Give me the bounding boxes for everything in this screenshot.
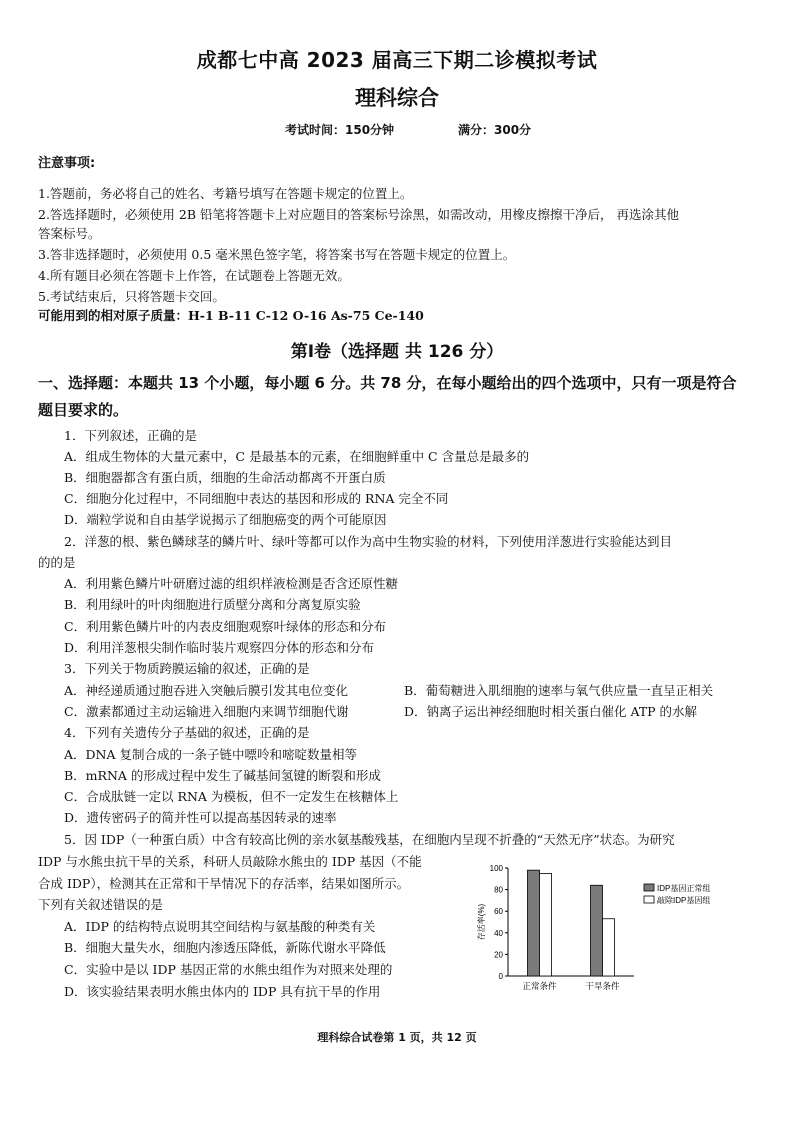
y-tick-label: 40	[494, 928, 503, 938]
survival-rate-chart	[468, 858, 764, 998]
y-tick-label: 0	[498, 972, 503, 981]
exam-title: 成都七中高 2023 届高三下期二诊模拟考试	[196, 48, 598, 72]
question-4-option-a: A．DNA 复制合成的一条子链中嘌呤和嘧啶数量相等	[64, 747, 357, 762]
section-instruction: 题目要求的。	[38, 401, 129, 419]
question-2-stem: 2．洋葱的根、紫色鳞球茎的鳞片叶、绿叶等都可以作为高中生物实验的材料，下列使用洋葱进行实验能达到目	[64, 534, 672, 549]
question-1-option-d: D．端粒学说和自由基学说揭示了细胞癌变的两个可能原因	[64, 512, 387, 527]
notice-item: 2.答选择题时，必须使用 2B 铅笔将答题卡上对应题目的答案标号涂黑，如需改动，用橡皮擦擦干净后， 再选涂其他	[38, 207, 679, 222]
subject-title: 理科综合	[355, 86, 439, 110]
bar-idp-normal-normal	[528, 870, 540, 976]
question-5-stem: 5．因 IDP（一种蛋白质）中含有较高比例的亲水氨基酸残基，在细胞内呈现不折叠的“天然无序”状态。为研究	[64, 832, 675, 847]
question-1-option-b: B．细胞器都含有蛋白质，细胞的生命活动都离不开蛋白质	[64, 470, 386, 485]
bar-idp-knockout-normal	[540, 873, 552, 976]
question-2-option-b: B．利用绿叶的叶肉细胞进行质壁分离和分离复原实验	[64, 597, 361, 612]
exam-time: 考试时间：150分钟	[285, 123, 395, 137]
y-tick-label: 60	[494, 907, 503, 917]
question-5-option-d: D．该实验结果表明水熊虫体内的 IDP 具有抗干旱的作用	[64, 984, 381, 999]
question-1-stem: 1．下列叙述，正确的是	[64, 428, 197, 443]
question-2-option-c: C．利用紫色鳞片叶的内表皮细胞观察叶绿体的形态和分布	[64, 619, 387, 634]
x-tick-label: 正常条件	[522, 981, 557, 991]
question-3-stem: 3．下列关于物质跨膜运输的叙述，正确的是	[64, 661, 310, 676]
bar-idp-knockout-drought	[603, 919, 615, 976]
question-5-option-a: A．IDP 的结构特点说明其空间结构与氨基酸的种类有关	[64, 919, 376, 934]
question-5-stem-cont: 下列有关叙述错误的是	[38, 897, 164, 912]
question-3-option-b: B．葡萄糖进入肌细胞的速率与氧气供应量一直呈正相关	[404, 683, 714, 698]
x-tick-label: 干旱条件	[585, 981, 620, 991]
question-3-option-d: D．钠离子运出神经细胞时相关蛋白催化 ATP 的水解	[404, 704, 698, 719]
legend-swatch	[644, 884, 654, 891]
notice-item: 1.答题前，务必将自己的姓名、考籍号填写在答题卡规定的位置上。	[38, 186, 413, 201]
y-tick-label: 80	[494, 885, 503, 895]
bar-idp-normal-drought	[591, 885, 603, 976]
question-2-stem-cont: 的的是	[38, 555, 76, 570]
section-title: 第Ⅰ卷（选择题 共 126 分）	[290, 342, 504, 362]
question-4-option-d: D．遗传密码子的简并性可以提高基因转录的速率	[64, 810, 337, 825]
question-3-option-c: C．激素都通过主动运输进入细胞内来调节细胞代谢	[64, 704, 349, 719]
question-5-stem-cont: 合成 IDP），检测其在正常和干旱情况下的存活率，结果如图所示。	[38, 876, 410, 891]
question-4-option-b: B．mRNA 的形成过程中发生了碱基间氢键的断裂和形成	[64, 768, 381, 783]
notice-item: 5.考试结束后，只将答题卡交回。	[38, 289, 225, 304]
page-footer: 理科综合试卷第 1 页，共 12 页	[317, 1031, 477, 1044]
question-1-option-a: A．组成生物体的大量元素中，C 是最基本的元素，在细胞鲜重中 C 含量总是最多的	[64, 449, 530, 464]
notice-item: 答案标号。	[38, 226, 101, 241]
legend-label: IDP基因正常组	[657, 884, 711, 893]
atomic-masses: 可能用到的相对原子质量：H-1 B-11 C-12 O-16 As-75 Ce-140	[38, 308, 424, 323]
section-instruction: 一、选择题：本题共 13 个小题，每小题 6 分。共 78 分，在每小题给出的四个选项中，只有一项是符合	[38, 374, 737, 392]
notice-item: 3.答非选择题时，必须使用 0.5 毫米黑色签字笔，将答案书写在答题卡规定的位置上。	[38, 247, 516, 262]
legend-label: 敲除IDP基因组	[657, 896, 711, 905]
question-5-option-b: B．细胞大量失水，细胞内渗透压降低，新陈代谢水平降低	[64, 940, 386, 955]
notice-heading: 注意事项:	[38, 156, 96, 171]
y-tick-label: 100	[489, 864, 503, 873]
question-1-option-c: C．细胞分化过程中，不同细胞中表达的基因和形成的 RNA 完全不同	[64, 491, 449, 506]
question-4-option-c: C．合成肽链一定以 RNA 为模板，但不一定发生在核糖体上	[64, 789, 399, 804]
question-5-option-c: C．实验中是以 IDP 基因正常的水熊虫组作为对照来处理的	[64, 962, 393, 977]
question-5-stem-cont: IDP 与水熊虫抗干旱的关系，科研人员敲除水熊虫的 IDP 基因（不能	[38, 854, 422, 869]
y-axis-label: 存活率(%)	[477, 903, 486, 941]
full-score: 满分：300分	[458, 123, 532, 137]
question-4-stem: 4．下列有关遗传分子基础的叙述，正确的是	[64, 725, 310, 740]
question-3-option-a: A．神经递质通过胞吞进入突触后膜引发其电位变化	[64, 683, 349, 698]
y-tick-label: 20	[494, 950, 503, 960]
legend-swatch	[644, 896, 654, 903]
notice-item: 4.所有题目必须在答题卡上作答，在试题卷上答题无效。	[38, 268, 350, 283]
question-2-option-d: D．利用洋葱根尖制作临时装片观察四分体的形态和分布	[64, 640, 375, 655]
question-2-option-a: A．利用紫色鳞片叶研磨过滤的组织样液检测是否含还原性糖	[64, 576, 399, 591]
